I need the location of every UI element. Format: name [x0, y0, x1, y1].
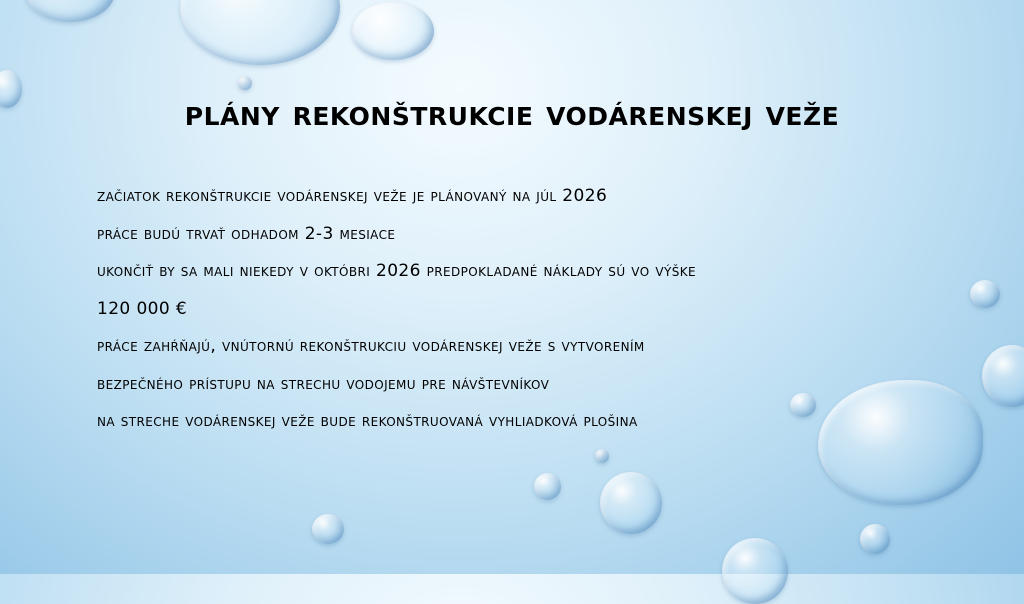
- water-drop-decoration: [982, 345, 1024, 407]
- water-drop-decoration: [25, 0, 115, 22]
- water-drop-decoration: [860, 524, 890, 554]
- water-drop-decoration: [238, 76, 252, 90]
- water-drop-decoration: [180, 0, 340, 65]
- body-line: ukončiť by sa mali niekedy v októbri 2026 predpokladané náklady sú vo výške: [97, 261, 696, 281]
- water-drop-decoration: [352, 2, 434, 60]
- body-line: bezpečného prístupu na strechu vodojemu pre návštevníkov: [97, 373, 550, 394]
- body-line: práce zahŕňajú, vnútornú rekonštrukciu vodárenskej veže s vytvorením: [97, 336, 645, 356]
- slide-title: plány rekonštrukcie vodárenskej veže: [184, 94, 840, 134]
- water-drop-decoration: [722, 538, 788, 604]
- body-line: 120 000 €: [97, 298, 188, 319]
- body-line: na streche vodárenskej veže bude rekonštruovaná vyhliadková plošina: [97, 411, 638, 431]
- body-line: práce budú trvať odhadom 2-3 mesiace: [97, 223, 396, 244]
- water-drop-decoration: [312, 514, 344, 544]
- slide-body: [97, 183, 957, 446]
- water-drop-decoration: [534, 473, 561, 500]
- body-line: začiatok rekonštrukcie vodárenskej veže je plánovaný na júl 2026: [97, 186, 608, 206]
- water-drop-decoration: [970, 280, 1000, 308]
- water-drop-decoration: [600, 472, 662, 534]
- water-drop-decoration: [595, 449, 609, 463]
